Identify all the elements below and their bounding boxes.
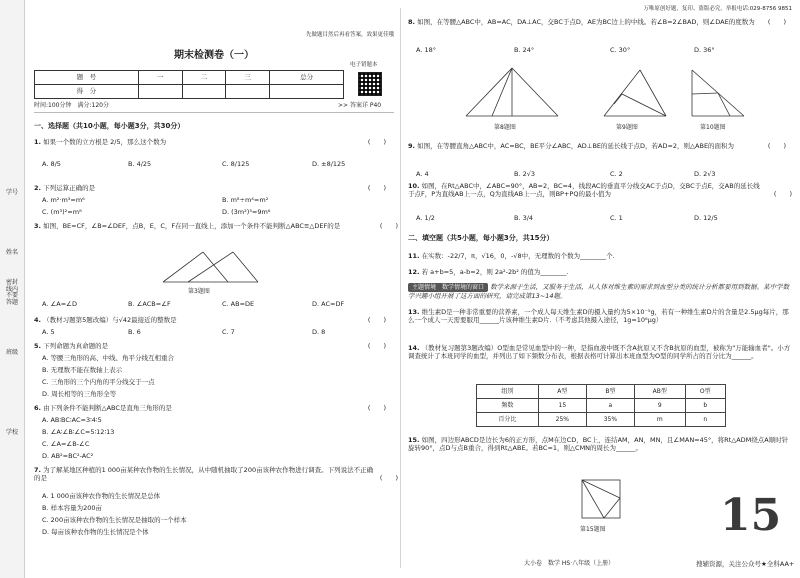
question-11 — [408, 252, 788, 260]
option-a[interactable]: A. 1/2 — [416, 214, 435, 222]
option-c[interactable]: C. ∠A=∠B-∠C — [42, 440, 90, 448]
q-number: 6. — [34, 404, 41, 412]
qr-label: 电子错题本 — [350, 62, 378, 68]
option-b[interactable]: B. 3/4 — [514, 214, 534, 222]
score-cell[interactable] — [182, 85, 226, 99]
option-b[interactable]: B. ∠ACB=∠F — [128, 300, 171, 308]
page-number: 15 — [720, 490, 782, 541]
top-hint: 先做题目然后再看答案，效果更佳哦 — [305, 32, 394, 38]
answer-paren[interactable]: ( ) — [367, 342, 386, 350]
scenario-text: 数学来源于生活，又服务于生活，从人体对维生素的需求到血型分类的统计分析都要用到数据。某中学数学兴趣小组开展了这方面的研究，请完成第13~14题。 — [408, 283, 790, 300]
option-b[interactable]: B. 4/25 — [128, 160, 152, 168]
q-number: 12. — [408, 268, 420, 276]
answer-paren[interactable]: ( ) — [367, 316, 386, 324]
q-text: 如图，在等腰直角△ABC中，AC=BC，BE平分∠ABC，AD⊥BE的延长线于点D，若AD=2，则△ABE的面积为 — [417, 142, 735, 150]
score-cell[interactable] — [138, 85, 182, 99]
option-d[interactable]: D. 8 — [312, 328, 326, 336]
question-2 — [34, 184, 394, 192]
top-note: 万唯原创好题，复印、盗版必究。举报电话:029-8756 9851 — [643, 6, 792, 12]
strip-class-label: 班级 — [6, 349, 19, 356]
table-cell: b — [685, 399, 725, 413]
table-cell: 35% — [586, 413, 634, 427]
score-table — [34, 70, 344, 99]
q-text: 如图，四边形ABCD是边长为6的正方形，点M在边CD，BC上，连结AM，AN，MN，且∠MAN=45°，将Rt△ADM绕点A顺时针旋转90°，点D与点B重合，得到Rt△ABE。若BC=1，则△CMN的周长为______。 — [408, 436, 789, 453]
q-number: 7. — [34, 466, 41, 474]
figure-q9 — [600, 64, 670, 122]
option-a[interactable]: A. AB∶BC∶AC=3∶4∶5 — [42, 416, 102, 424]
option-d[interactable]: D. 2√3 — [694, 170, 716, 178]
right-page — [404, 0, 796, 578]
option-b[interactable]: B. 6 — [128, 328, 141, 336]
table-header: A型 — [538, 385, 586, 399]
q-text: （教材习题第5题改编）与√42最接近的整数是 — [43, 316, 177, 324]
option-b[interactable]: B. 样本容量为200亩 — [42, 504, 102, 512]
strip-seal-note: 密封线内不要答题 — [6, 279, 19, 306]
option-c[interactable]: C. 2 — [610, 170, 623, 178]
option-a[interactable]: A. 18° — [416, 46, 436, 54]
figure-q3 — [158, 248, 268, 288]
question-1 — [34, 138, 394, 146]
q-number: 10. — [408, 182, 420, 190]
option-b[interactable]: B. 24° — [514, 46, 535, 54]
option-b[interactable]: B. ∠A∶∠B∶∠C=5∶12∶13 — [42, 428, 115, 436]
option-d[interactable]: D. (3m²)³=9m⁶ — [222, 208, 271, 216]
qr-code-icon[interactable] — [358, 72, 382, 96]
q-number: 3. — [34, 222, 41, 230]
option-a[interactable]: A. 5 — [42, 328, 55, 336]
table-header: 组别 — [477, 385, 539, 399]
figure-caption: 第9题图 — [616, 124, 638, 131]
figure-caption: 第3题图 — [188, 288, 210, 295]
q-text: 如图，BE=CF，∠B=∠DEF，点B，E，C，F在同一直线上，添加一个条件不能判断△ABC≌△DEF的是 — [43, 222, 341, 230]
option-d[interactable]: D. 周长相等的三角形全等 — [42, 390, 117, 398]
table-header: AB型 — [634, 385, 685, 399]
q-number: 11. — [408, 252, 420, 260]
option-a[interactable]: A. 4 — [416, 170, 429, 178]
option-d[interactable]: D. AC=DF — [312, 300, 345, 308]
answer-paren[interactable]: ( ) — [367, 404, 386, 412]
q-text: （教材复习题第3题改编）O型血是常见血型中的一种，是指血液中既不含A抗原又不含B抗原的血型，被称为"万能输血者"。小方调查统计了本班同学的血型，并列出了如下频数分布表，根据表格可计算出本班血型为O型的同学所占的百分比为______。 — [408, 344, 791, 361]
score-cell[interactable] — [226, 85, 270, 99]
q-text: 若 a+b=5，a-b=2，则 2a²-2b² 的值为________. — [421, 268, 569, 276]
option-d[interactable]: D. ±8/125 — [312, 160, 346, 168]
option-c[interactable]: C. 1 — [610, 214, 623, 222]
table-cell: 频数 — [477, 399, 539, 413]
figure-caption: 第15题图 — [580, 526, 606, 533]
option-c[interactable]: C. 200亩该种农作物的生长情况是抽取的一个样本 — [42, 516, 187, 524]
answer-paren[interactable]: ( ) — [379, 474, 398, 483]
option-a[interactable]: A. m²·m³=m⁶ — [42, 196, 85, 204]
table-cell: 25% — [538, 413, 586, 427]
score-row-label: 得 分 — [35, 85, 139, 99]
option-d[interactable]: D. 12/5 — [694, 214, 718, 222]
question-4 — [34, 316, 394, 324]
answer-paren[interactable]: ( ) — [767, 142, 786, 150]
question-12 — [408, 268, 788, 276]
q-number: 2. — [34, 184, 41, 192]
q-number: 13. — [408, 308, 420, 316]
figure-q8 — [462, 62, 562, 122]
table-header: B型 — [586, 385, 634, 399]
binding-strip — [0, 0, 25, 578]
score-header: 三 — [226, 71, 270, 85]
q-text: 如图，在等腰△ABC中，AB=AC，DA⊥AC，交BC于点D，AE为BC边上的中线。若∠B=2∠BAD，则∠DAE的度数为 — [417, 18, 755, 26]
q-number: 9. — [408, 142, 415, 150]
figure-caption: 第10题图 — [700, 124, 726, 131]
q-number: 8. — [408, 18, 415, 26]
option-a[interactable]: A. ∠A=∠D — [42, 300, 78, 308]
figure-q10 — [682, 64, 752, 122]
q-text: 如果一个数的立方根是 2/5，那么这个数为 — [43, 138, 167, 146]
score-header: 总分 — [270, 71, 344, 85]
question-7 — [34, 466, 398, 483]
scenario-banner: 主题情境 数学情境的窗口 — [408, 283, 488, 292]
q-text: 下列运算正确的是 — [43, 184, 96, 192]
answer-paren[interactable]: ( ) — [767, 18, 786, 26]
left-page — [28, 0, 400, 578]
q-text: 维生素D是一种非常重要的营养素，一个成人每天维生素D的摄入量约为5×10⁻⁵g，若有一种维生素D片的含量是2.5μg每片，那么一个成人一天需要服用______片该种维生素D片.（不考虑其他摄入途径，1g=10⁶μg） — [408, 308, 789, 325]
figure-q15 — [576, 476, 626, 524]
table-cell: a — [586, 399, 634, 413]
section1-heading: 一、选择题（共10小题，每小题3分，共30分） — [34, 122, 185, 130]
section2-heading: 二、填空题（共5小题，每小题3分，共15分） — [408, 234, 554, 242]
option-b[interactable]: B. m⁸÷m⁴=m² — [222, 196, 269, 204]
option-c[interactable]: C. (m³)²=m⁸ — [42, 208, 82, 216]
answer-paren[interactable]: ( ) — [773, 190, 792, 199]
option-c[interactable]: C. 三角形的三个内角的平分线交于一点 — [42, 378, 155, 386]
answer-paren[interactable]: ( ) — [367, 138, 386, 146]
q-number: 15. — [408, 436, 420, 444]
exam-info: 时间:100分钟 满分:120分 — [34, 102, 109, 109]
page-footer: 大小卷 数学 HS·八年级（上册） — [524, 560, 615, 567]
option-c[interactable]: C. 8/125 — [222, 160, 250, 168]
option-b[interactable]: B. 2√3 — [514, 170, 536, 178]
question-15 — [408, 436, 792, 452]
table-header: O型 — [685, 385, 725, 399]
option-c[interactable]: C. AB=DE — [222, 300, 255, 308]
table-cell: 9 — [634, 399, 685, 413]
option-d[interactable]: D. 36° — [694, 46, 715, 54]
q-number: 4. — [34, 316, 41, 324]
option-a[interactable]: A. 1 000亩该种农作物的生长情况是总体 — [42, 492, 161, 500]
wechat-note: 搜辅资源，关注公众号★全科AA+ — [696, 560, 795, 568]
question-9 — [408, 142, 786, 150]
question-8 — [408, 18, 786, 26]
q-text: 为了解某地区种植的1 000亩某种农作物的生长情况，从中随机抽取了200亩该种农作物进行调查。下列说法不正确的是 — [34, 466, 374, 483]
strip-name-label: 姓名 — [6, 249, 19, 256]
page-divider — [400, 8, 401, 568]
score-header: 二 — [182, 71, 226, 85]
score-header: 一 — [138, 71, 182, 85]
blood-type-table — [476, 384, 726, 427]
answer-paren[interactable]: ( ) — [379, 222, 398, 230]
figure-caption: 第8题图 — [494, 124, 516, 131]
option-c[interactable]: C. 7 — [222, 328, 235, 336]
question-10 — [408, 182, 792, 199]
table-cell: 百分比 — [477, 413, 539, 427]
answer-paren[interactable]: ( ) — [367, 184, 386, 192]
score-header: 题 号 — [35, 71, 139, 85]
q-text: 如图，在Rt△ABC中，∠ABC=90°，AB=2，BC=4，线段AC的垂直平分线交AC于点D，交BC于点E，交AB的延长线于点F，P为直线AB上一点，Q为直线AB上一点，则BP+PQ的最小值为 — [408, 182, 760, 199]
table-cell: n — [685, 413, 725, 427]
q-text: 下列命题为真命题的是 — [43, 342, 109, 350]
option-d[interactable]: D. AB²=BC²-AC² — [42, 452, 94, 460]
option-a[interactable]: A. 等腰三角形的高、中线、角平分线互相重合 — [42, 354, 174, 362]
table-cell: 15 — [538, 399, 586, 413]
strip-id-label: 学号 — [6, 189, 19, 196]
option-b[interactable]: B. 无理数不能在数轴上表示 — [42, 366, 123, 374]
table-cell: m — [634, 413, 685, 427]
q-number: 5. — [34, 342, 41, 350]
q-text: 由下列条件不能判断△ABC是直角三角形的是 — [43, 404, 172, 412]
question-5 — [34, 342, 394, 350]
question-6 — [34, 404, 394, 412]
scenario-block — [408, 283, 792, 300]
answer-ref: >> 答案详 P40 — [338, 102, 382, 109]
option-c[interactable]: C. 30° — [610, 46, 631, 54]
q-number: 14. — [408, 344, 420, 352]
question-14 — [408, 344, 792, 360]
score-cell[interactable] — [270, 85, 344, 99]
question-13 — [408, 308, 792, 324]
option-a[interactable]: A. 8/5 — [42, 160, 61, 168]
rule — [34, 112, 394, 113]
option-d[interactable]: D. 每亩该种农作物的生长情况是个体 — [42, 528, 149, 536]
q-text: 在实数：-22/7，π，√16，0，-√8中，无理数的个数为________个. — [421, 252, 615, 260]
question-3 — [34, 222, 398, 230]
page-title: 期末检测卷（一） — [174, 50, 254, 61]
strip-school-label: 学校 — [6, 429, 19, 436]
q-number: 1. — [34, 138, 41, 146]
